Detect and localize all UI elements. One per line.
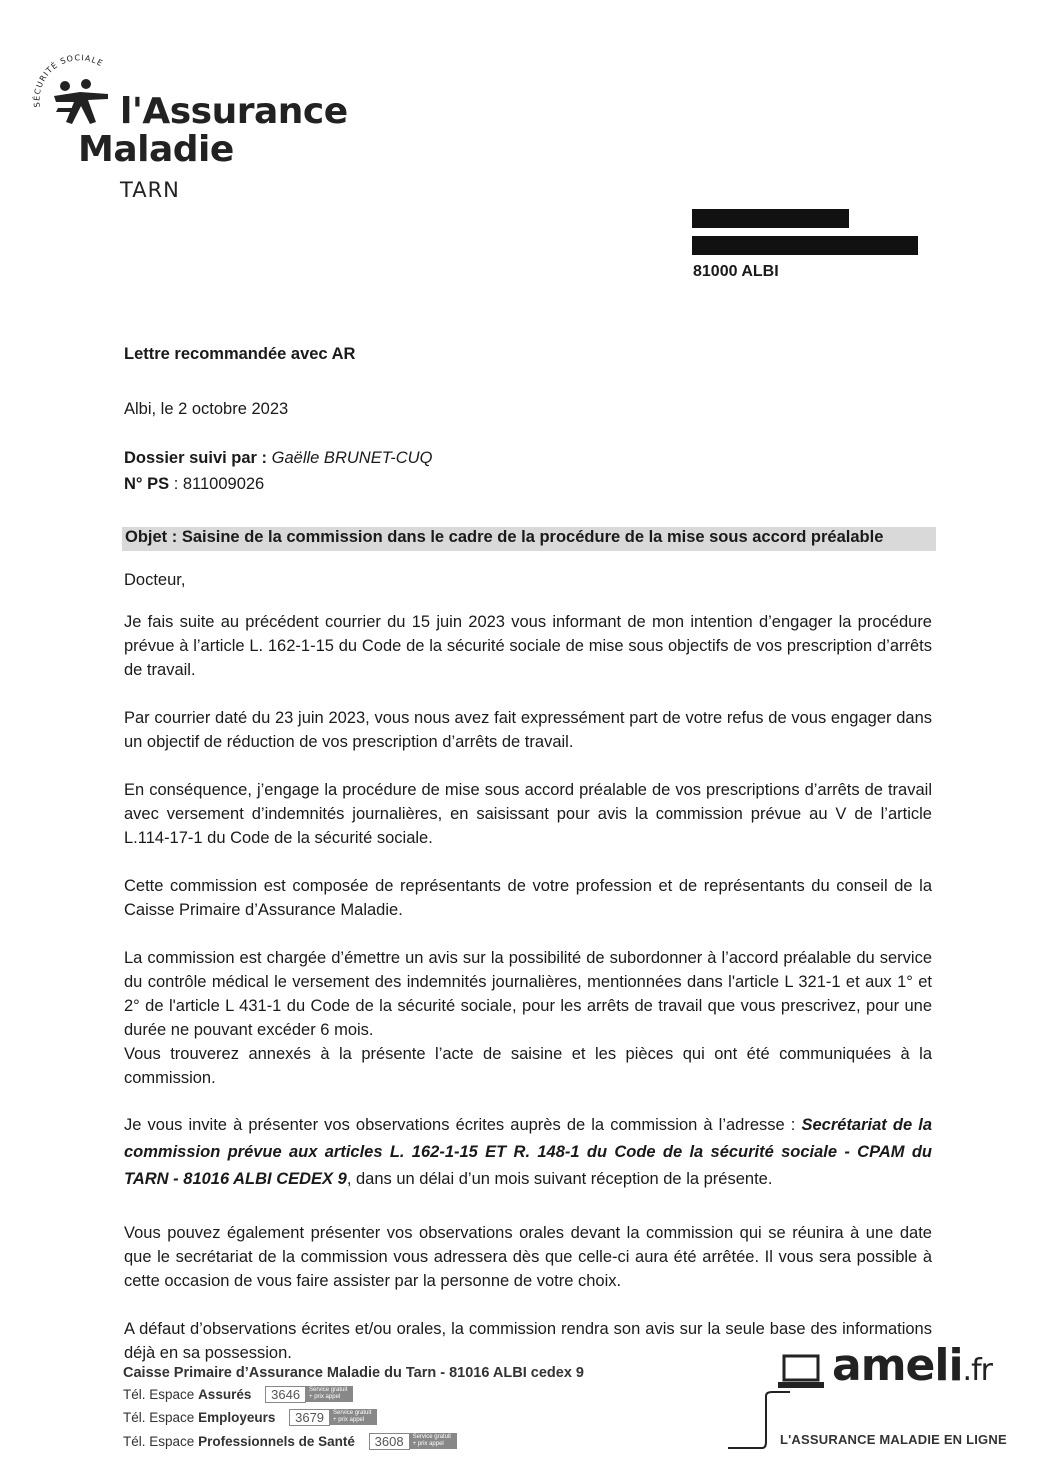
letter-date: Albi, le 2 octobre 2023 — [124, 400, 289, 418]
tel-prefix: Tél. Espace — [123, 1387, 195, 1402]
paragraph-5: La commission est chargée d’émettre un avis sur la possibilité de subordonner à l’accord préalable du service du contrôle médical le versement des indemnités journalières, mentionnées dans l'article L 321-1 et aux 1° et 2° de l'article L 431-1 du Code de la sécurité sociale, pour les arrêts de travail que vous prescrivez, pour une durée ne pouvant excéder 6 mois. — [124, 949, 932, 1039]
ameli-tagline: L'ASSURANCE MALADIE EN LIGNE — [780, 1432, 1007, 1447]
tel-label: Employeurs — [198, 1410, 276, 1425]
tel-line-employeurs — [123, 1409, 377, 1426]
redacted-address — [692, 236, 918, 255]
p7-start: Je vous invite à présenter vos observations écrites auprès de la commission à l’adresse : — [124, 1116, 802, 1134]
logo-arc-label: SÉCURITÉ SOCIALE — [32, 53, 105, 108]
objet-box — [122, 527, 936, 551]
footer-org: Caisse Primaire d’Assurance Maladie du Tarn - 81016 ALBI cedex 9 — [123, 1365, 584, 1381]
letter-mode: Lettre recommandée avec AR — [124, 345, 356, 363]
paragraph-7 — [124, 1112, 932, 1193]
service-note: Service gratuit + prix appel — [410, 1433, 457, 1449]
objet-text: Objet : Saisine de la commission dans le cadre de la procédure de la mise sous accord préalable — [125, 528, 884, 546]
tel-label: Assurés — [198, 1387, 252, 1402]
redacted-name — [692, 209, 849, 228]
p7-address: Secrétariat de la commission prévue aux articles L. 162-1-15 ET R. 148-1 du Code de la sécurité sociale - CPAM du TARN - 81016 ALBI CEDEX 9 — [124, 1116, 932, 1188]
ps-label: N° PS — [124, 475, 170, 493]
ameli-logo — [780, 1340, 992, 1391]
tel-line-assures — [123, 1386, 353, 1403]
ameli-tld: .fr — [962, 1353, 992, 1388]
logo-region: TARN — [120, 178, 180, 202]
tel-number: 3646 — [265, 1386, 306, 1403]
logo-figures-icon — [50, 78, 118, 130]
tel-line-professionnels — [123, 1433, 457, 1450]
paragraph-8: Vous pouvez également présenter vos observations orales devant la commission qui se réunira à une date que le secrétariat de la commission vous adressera dès que celle-ci aura été arrêtée. Il vous sera possible à cette occasion de vous faire assister par la personne de votre choix. — [124, 1224, 932, 1290]
paragraph-4: Cette commission est composée de représentants de votre profession et de représentants du conseil de la Caisse Primaire d’Assurance Maladie. — [124, 877, 932, 919]
tel-prefix: Tél. Espace — [123, 1434, 195, 1449]
service-note: Service gratuit + prix appel — [330, 1409, 377, 1425]
paragraph-3: En conséquence, j’engage la procédure de mise sous accord préalable de vos prescriptions d’arrêts de travail avec versement d’indemnités journalières, en saisissant pour avis la commission prévue au V de l’article L.114-17-1 du Code de la sécurité sociale. — [124, 781, 932, 847]
dossier-line — [124, 446, 932, 470]
paragraph-1: Je fais suite au précédent courrier du 15 juin 2023 vous informant de mon intention d’engager la procédure prévue à l’article L. 162-1-15 du Code de la sécurité sociale de mise sous objectifs de vos prescription d’arrêts de travail. — [124, 613, 932, 679]
logo-line1: l'Assurance — [120, 91, 348, 132]
paragraph-6: Vous trouverez annexés à la présente l’acte de saisine et les pièces qui ont été communiquées à la commission. — [124, 1045, 932, 1087]
logo-line2: Maladie — [78, 129, 234, 170]
tel-number: 3608 — [369, 1433, 410, 1450]
ameli-main: ameli — [832, 1340, 963, 1391]
recipient-city: 81000 ALBI — [693, 263, 779, 280]
paragraph-2: Par courrier daté du 23 juin 2023, vous nous avez fait expressément part de votre refus de vous engager dans un objectif de réduction de vos prescription d’arrêts de travail. — [124, 709, 932, 751]
tel-label: Professionnels de Santé — [198, 1434, 355, 1449]
service-note: Service gratuit + prix appel — [306, 1386, 353, 1402]
ps-value: : 811009026 — [173, 475, 265, 493]
tel-number: 3679 — [289, 1409, 330, 1426]
ps-line — [124, 472, 932, 496]
tel-prefix: Tél. Espace — [123, 1410, 195, 1425]
salutation: Docteur, — [124, 571, 186, 589]
dossier-value: Gaëlle BRUNET-CUQ — [271, 449, 433, 467]
dossier-label: Dossier suivi par : — [124, 449, 268, 467]
p7-end: , dans un délai d’un mois suivant réception de la présente. — [346, 1170, 773, 1188]
paragraph-9: A défaut d’observations écrites et/ou orales, la commission rendra son avis sur la seule base des informations déjà en sa possession. — [124, 1320, 932, 1362]
